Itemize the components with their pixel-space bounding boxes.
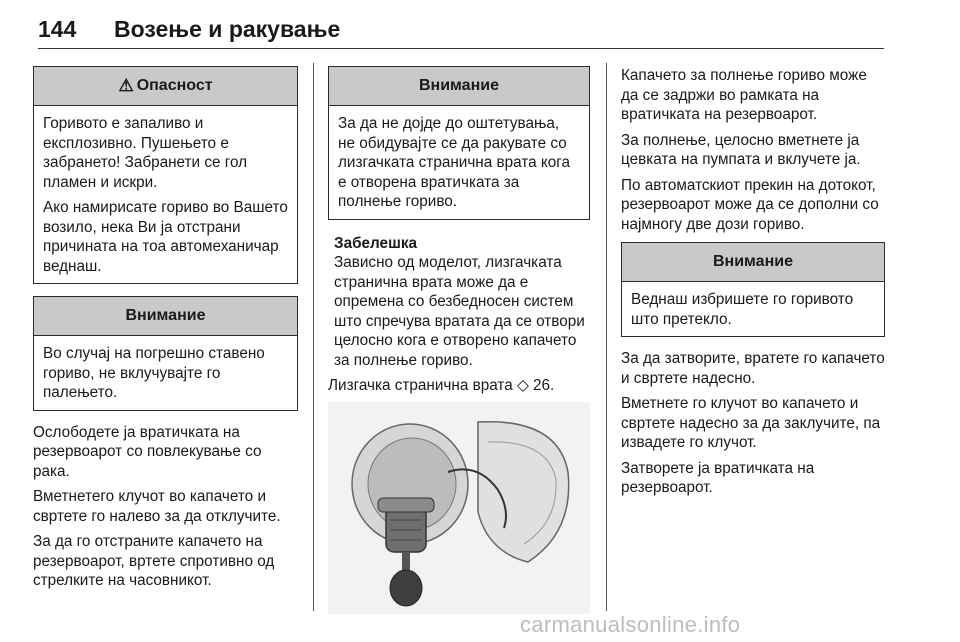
column-3 xyxy=(621,66,885,504)
body-paragraph: За полнење, целосно вметнете ја цевката на пумпата и вклучете ја. xyxy=(621,131,861,168)
body-paragraph: Вметнете го клучот во капачето и свртете надесно за да заклучите, па извадете го клучот. xyxy=(621,395,881,451)
reference-arrow-icon: ◇ xyxy=(517,377,529,394)
caution-text: Во случај на погрешно ставено гориво, не вклучувајте го палењето. xyxy=(43,345,265,401)
reference-page: 26. xyxy=(533,377,555,394)
body-paragraph: Капачето за полнење гориво може да се задржи во рамката на вратичката на резервоарот. xyxy=(621,67,867,123)
note-text: Зависно од моделот, лизгачката странична врата може да е опремена со безбедносен систем што спречува вратата да се отвори целосно кога е отворено капачето за полнење гориво. xyxy=(334,254,585,369)
caution-box xyxy=(33,296,298,411)
column-1 xyxy=(33,66,298,597)
cross-reference-text: Лизгачка странична врата xyxy=(328,377,513,394)
page-title: Возење и ракување xyxy=(114,16,341,42)
caution-header: Внимание xyxy=(329,67,589,106)
column-divider xyxy=(313,63,314,611)
danger-title: Опасност xyxy=(136,77,213,94)
caution-header: Внимание xyxy=(34,297,297,336)
page-number: 144 xyxy=(38,16,77,42)
watermark: carmanualsonline.info xyxy=(520,612,741,637)
body-paragraph: Вметнетего клучот во капачето и свртете го налево за да отклучите. xyxy=(33,488,281,525)
column-divider xyxy=(606,63,607,611)
fuel-cap-illustration xyxy=(328,402,590,614)
warning-triangle-icon: ⚠ xyxy=(118,76,134,95)
danger-text: Горивото е запаливо и експлозивно. Пушењето е забрането! Забранети се гол пламен и искри. xyxy=(43,115,248,191)
caution-header: Внимание xyxy=(622,243,884,282)
page-header xyxy=(38,8,884,49)
cross-reference[interactable] xyxy=(328,376,590,396)
caution-box xyxy=(621,242,885,337)
body-paragraph: Затворете ја вратичката на резервоарот. xyxy=(621,459,815,496)
body-paragraph: За да го отстраните капачето на резервоарот, вртете спротивно од стрелките на часовникот. xyxy=(33,533,275,589)
body-paragraph: Ослободете ја вратичката на резервоарот со повлекување со рака. xyxy=(33,423,262,480)
danger-header xyxy=(34,67,297,106)
body-paragraph: За да затворите, вратете го капачето и свртете надесно. xyxy=(621,350,885,387)
caution-box xyxy=(328,66,590,220)
caution-text: За да не дојде до оштетувања, не обидувајте се да ракувате со лизгачката странична врата кога е отворена вратичката за полнење гориво. xyxy=(338,115,571,210)
column-2 xyxy=(328,66,590,614)
body-paragraph: По автоматскиот прекин на дотокот, резервоарот може да се дополни со најмногу две дози гориво. xyxy=(621,176,879,233)
caution-text: Веднаш избришете го горивото што претекло. xyxy=(631,291,854,328)
note-title: Забелешка xyxy=(334,234,417,252)
danger-text: Ако намирисате гориво во Вашето возило, нека Ви ја отстрани причината на тоа автомеханичар веднаш. xyxy=(43,199,288,275)
danger-box xyxy=(33,66,298,284)
